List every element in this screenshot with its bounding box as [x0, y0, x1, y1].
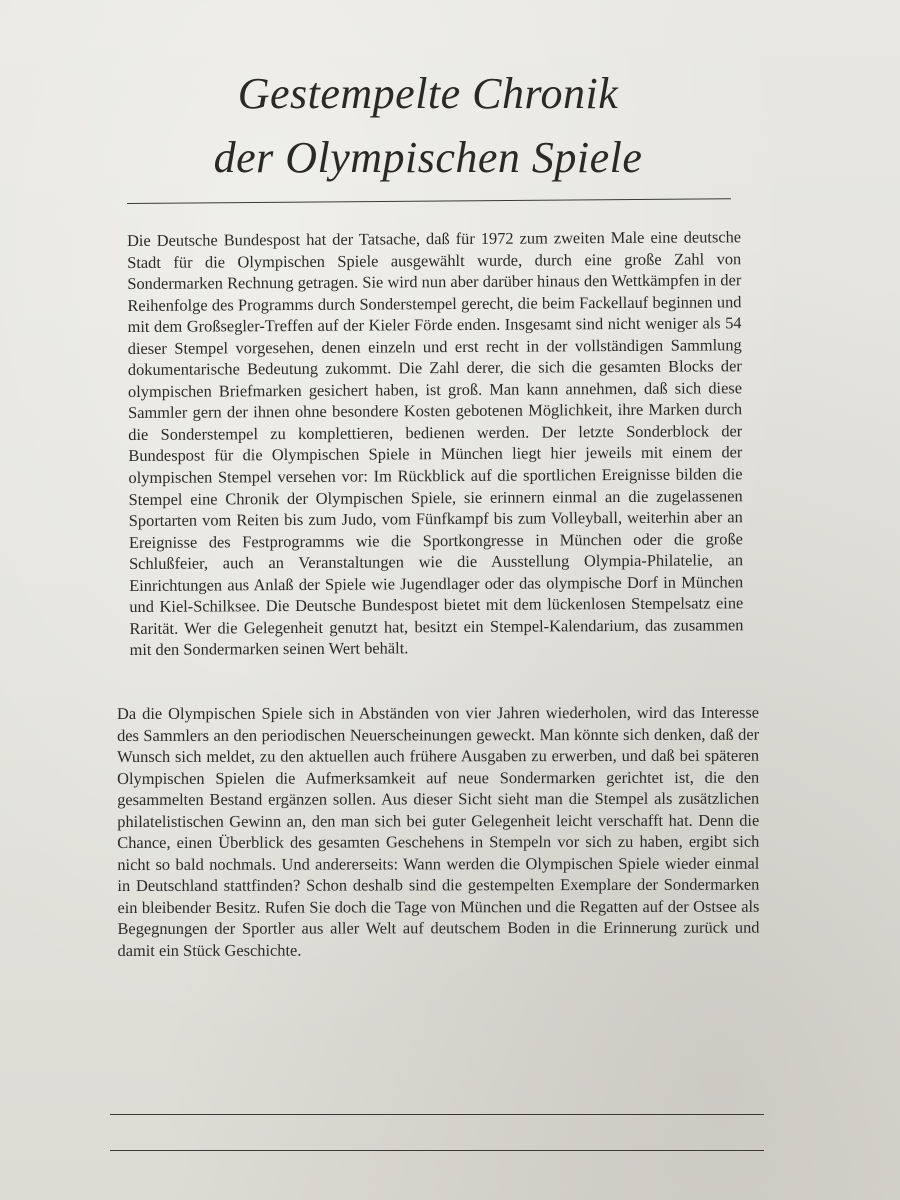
bottom-rule-2 — [110, 1150, 764, 1151]
bottom-rule-1 — [110, 1114, 764, 1115]
body-paragraph-1: Die Deutsche Bundespost hat der Tatsache, daß für 1972 zum zweiten Male eine deutsche Stadt für die Olympischen Spiele ausgewählt wurde, durch eine große Zahl von Sondermarken Rechnung getragen. Sie wird nun aber darüber hinaus den Wettkämpfen in der Reihenfolge des Programms durch Sonderstempel gerecht, die beim Fackellauf beginnen und mit dem Großsegler-Treffen auf der Kieler Förde enden. Insgesamt sind nicht weniger als 54 dieser Stempel vorgesehen, denen einzeln und erst recht in der vollständigen Sammlung dokumentarische Bedeutung zukommt. Die Zahl derer, die sich die gesamten Blocks der olympischen Briefmarken gesichert haben, ist groß. Man kann annehmen, daß sich diese Sammler gern der ihnen ohne besondere Kosten gebotenen Möglichkeit, ihre Marken durch die Sonderstempel zu komplettieren, bedienen werden. Der letzte Sonderblock der Bundespost für die Olympischen Spiele in München liegt hier jeweils mit einem der olympischen Stempel versehen vor: Im Rückblick auf die sportlichen Ereignisse bilden die Stempel eine Chronik der Olympischen Spiele, sie erinnern einmal an die zugelassenen Sportarten vom Reiten bis zum Judo, vom Fünfkampf bis zum Volleyball, weiterhin aber an Ereignisse des Festprogramms wie die Sportkongresse in München oder die große Schlußfeier, auch an Veranstaltungen wie die Ausstellung Olympia-Philatelie, an Einrichtungen aus Anlaß der Spiele wie Jugendlager oder das olympische Dorf in München und Kiel-Schilksee. Die Deutsche Bundespost bietet mit dem lückenlosen Stempelsatz eine Rarität. Wer die Gelegenheit genutzt hat, besitzt ein Stempel-Kalendarium, das zusammen mit den Sondermarken seinen Wert behält. — [127, 227, 744, 660]
title-line-2: der Olympischen Spiele — [213, 133, 643, 182]
body-paragraph-2: Da die Olympischen Spiele sich in Abständen von vier Jahren wiederholen, wird das Interesse des Sammlers an den periodischen Neuerscheinungen geweckt. Man könnte sich denken, daß der Wunsch sich meldet, zu den aktuellen auch frühere Ausgaben zu erwerben, und daß bei späteren Olympischen Spielen die Aufmerksamkeit auf neue Sondermarken gerichtet ist, die den gesammelten Bestand ergänzen sollen. Aus dieser Sicht sieht man die Stempel als zusätzlichen philatelistischen Gewinn an, den man sich bei guter Gelegenheit leicht verschafft hat. Denn die Chance, einen Überblick des gesamten Geschehens in Stempeln vor sich zu haben, ergibt sich nicht so bald nochmals. Und andererseits: Wann werden die Olympischen Spiele wieder einmal in Deutschland stattfinden? Schon deshalb sind die gestempelten Exemplare der Sondermarken ein bleibender Besitz. Rufen Sie doch die Tage von München und die Regatten auf der Ostsee als Begegnungen der Sportler aus aller Welt auf deutschem Boden in die Erinnerung zurück und damit ein Stück Geschichte. — [117, 702, 760, 961]
title-line-1: Gestempelte Chronik — [237, 69, 619, 118]
title-divider — [127, 198, 731, 204]
